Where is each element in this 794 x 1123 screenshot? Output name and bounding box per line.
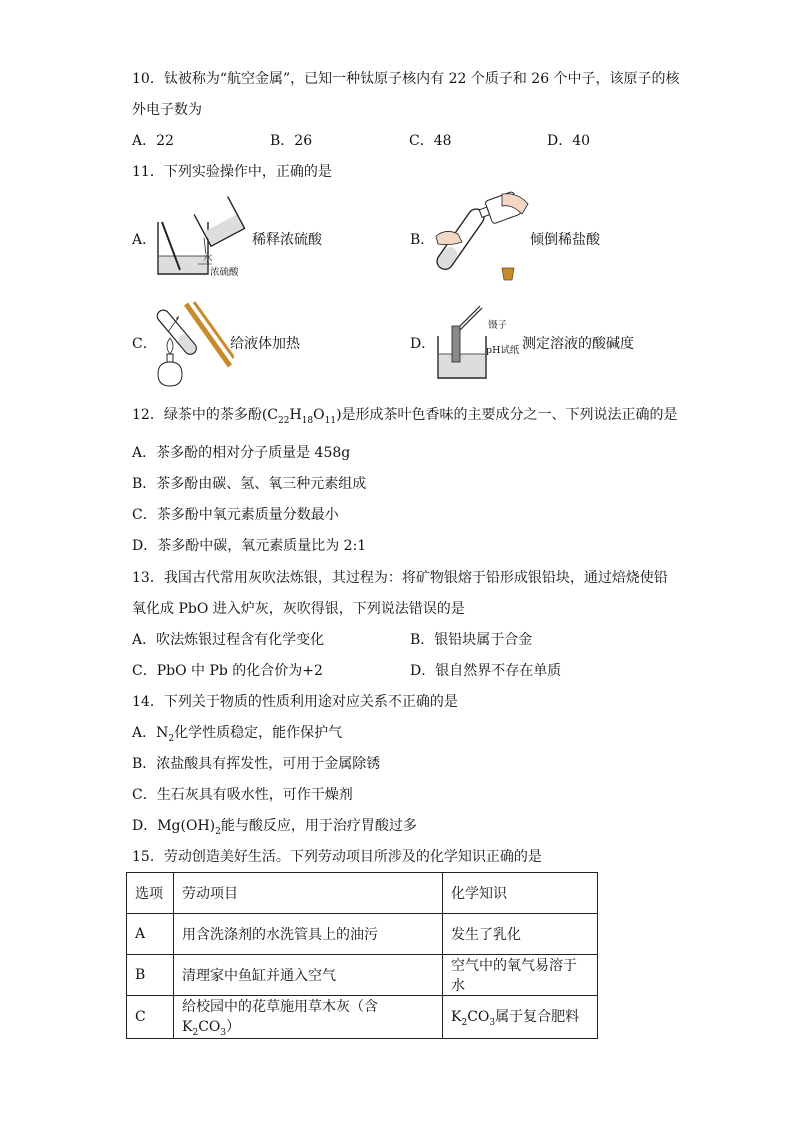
q14-option-c: C．生石灰具有吸水性，可作干燥剂 (132, 787, 353, 803)
q12-option-d: D．茶多酚中碳，氧元素质量比为 2:1 (132, 538, 367, 554)
q10-stem-line2: 外电子数为 (132, 102, 202, 118)
q14-option-d (132, 815, 417, 837)
q10-option-a: A．22 (132, 133, 174, 149)
q11-stem: 11．下列实验操作中，正确的是 (132, 164, 332, 180)
row-c-knowledge-mid: CO (467, 1009, 490, 1025)
row-b-knowledge: 空气中的氧气易溶于水 (443, 955, 598, 996)
q11-option-b-letter: B． (410, 232, 435, 248)
q13-stem-line1: 13．我国古代常用灰吹法炼银，其过程为：将矿物银熔于铅形成银铅块，通过焙烧使铅 (132, 570, 668, 586)
water-label: 水 (203, 253, 213, 264)
row-c-option: C (127, 996, 174, 1039)
row-b-option: B (127, 955, 174, 996)
table-header-row (127, 873, 598, 914)
q11-option-a-letter: A． (132, 232, 157, 248)
formula-c: C (267, 407, 279, 423)
q14-option-d-sub: 2 (215, 826, 221, 837)
row-a-project: 用含洗涤剂的水洗管具上的油污 (174, 914, 443, 955)
q13-option-d: D．银自然界不存在单质 (410, 663, 562, 679)
q12-stem (132, 404, 678, 426)
q14-option-b: B．浓盐酸具有挥发性，可用于金属除锈 (132, 756, 381, 772)
q14-option-a-pre: A．N (132, 725, 169, 741)
row-c-project-post: ） (226, 1019, 241, 1035)
q15-table (126, 872, 598, 1039)
header-project: 劳动项目 (174, 873, 443, 914)
q14-option-a-post: 化学性质稳定，能作保护气 (174, 725, 343, 741)
row-c-project (174, 996, 443, 1039)
q13-option-b: B．银铅块属于合金 (410, 632, 533, 648)
row-a-knowledge: 发生了乳化 (443, 914, 598, 955)
formula-h-sub: 18 (301, 415, 314, 426)
q14-option-a-sub: 2 (168, 733, 175, 744)
measure-ph-figure (434, 302, 494, 382)
tweezers-label: 镊子 (488, 320, 508, 331)
q14-option-d-post: 能与酸反应，用于治疗胃酸过多 (220, 818, 417, 834)
table-row (127, 955, 598, 996)
q11-option-c-letter: C． (132, 336, 157, 352)
header-option: 选项 (127, 873, 174, 914)
q11-option-d-letter: D． (410, 336, 436, 352)
ph-paper-label: pH试纸 (486, 345, 520, 356)
q13-stem-line2: 氧化成 PbO 进入炉灰，灰吹得银，下列说法错误的是 (132, 601, 465, 617)
formula-h: H (289, 407, 302, 423)
q14-option-a (132, 722, 342, 744)
row-c-knowledge-sub1: 2 (461, 1017, 468, 1028)
q12-option-a: A．茶多酚的相对分子质量是 458g (132, 445, 351, 461)
q12-formula: $(C_{22}H_{18}O_{11})$ (261, 407, 342, 426)
header-knowledge: 化学知识 (443, 873, 598, 914)
q13-option-a: A．吹法炼银过程含有化学变化 (132, 632, 325, 648)
formula-o-sub: 11 (324, 415, 337, 426)
q14-stem: 14．下列关于物质的性质利用途对应关系不正确的是 (132, 694, 458, 710)
row-a-option: A (127, 914, 174, 955)
q12-option-b: B．茶多酚由碳、氢、氧三种元素组成 (132, 476, 367, 492)
q11-option-b-caption: 倾倒稀盐酸 (530, 232, 600, 248)
q12-option-c: C．茶多酚中氧元素质量分数最小 (132, 507, 339, 523)
q12-stem-post: 是形成茶叶色香味的主要成分之一、下列说法正确的是 (341, 407, 678, 423)
q10-option-d: D．40 (547, 133, 591, 149)
row-c-knowledge-sub2: 3 (489, 1017, 496, 1028)
q12-stem-pre: 12．绿茶中的茶多酚 (132, 407, 262, 423)
pour-hydrochloric-acid-figure (432, 190, 532, 286)
q11-option-c-caption: 给液体加热 (230, 336, 300, 352)
q10-option-c: C．48 (409, 133, 452, 149)
q15-stem: 15．劳动创造美好生活。下列劳动项目所涉及的化学知识正确的是 (132, 849, 542, 865)
row-c-project-sub2: 3 (220, 1027, 227, 1038)
formula-o: O (313, 407, 325, 423)
q14-option-d-pre: D．Mg(OH) (132, 818, 216, 834)
heat-liquid-figure (150, 296, 234, 388)
conc-sulfuric-label: 浓硫酸 (210, 267, 239, 278)
q11-option-d-caption: 测定溶液的酸碱度 (522, 336, 634, 352)
row-b-project: 清理家中鱼缸并通入空气 (174, 955, 443, 996)
formula-c-sub: 22 (278, 415, 290, 426)
q10-option-b: B．26 (270, 133, 313, 149)
q11-option-a-caption: 稀释浓硫酸 (252, 232, 322, 248)
row-c-knowledge-pre: K (451, 1009, 462, 1025)
row-c-knowledge (443, 996, 598, 1039)
q13-option-c: C．PbO 中 Pb 的化合价为+2 (132, 663, 323, 679)
row-c-knowledge-post: 属于复合肥料 (495, 1009, 580, 1025)
table-row (127, 996, 598, 1039)
table-row (127, 914, 598, 955)
q10-stem-line1: 10．钛被称为“航空金属”，已知一种钛原子核内有 22 个质子和 26 个中子，该原子的核 (132, 71, 680, 87)
row-c-project-mid: CO (198, 1019, 221, 1035)
row-c-project-pre: 给校园中的花草施用草木灰（含 K (182, 999, 378, 1035)
row-c-project-sub1: 2 (192, 1027, 199, 1038)
